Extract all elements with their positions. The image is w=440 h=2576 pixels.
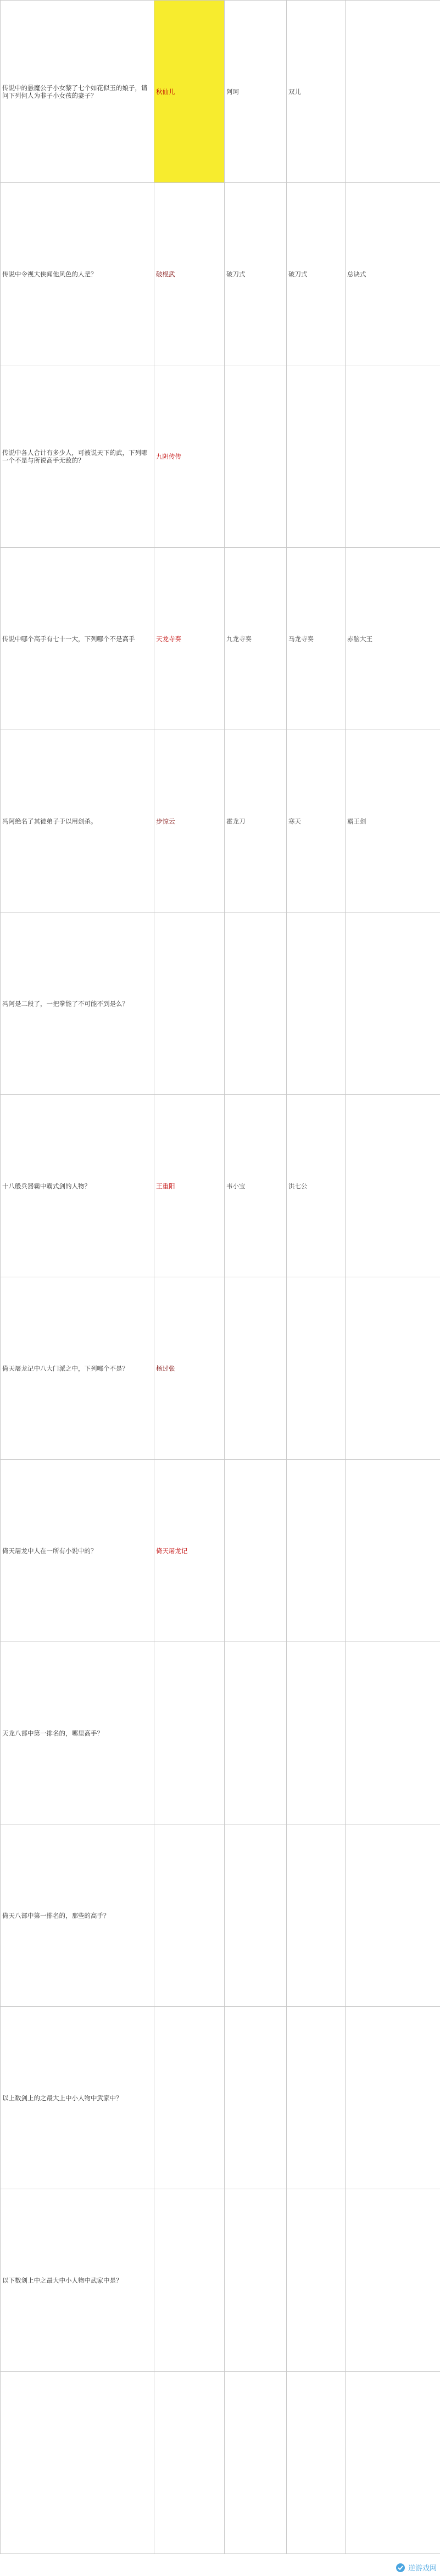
option-cell [346,913,440,1095]
answer-cell: 天龙寺奏 [154,548,225,730]
option-cell: 霸王剑 [346,730,440,913]
option-cell [346,1277,440,1460]
option-cell: 赤脑大王 [346,548,440,730]
option-cell [346,2189,440,2372]
option-cell: 马龙寺奏 [287,548,346,730]
answer-cell: 王重阳 [154,1095,225,1277]
watermark [396,2562,437,2573]
option-cell [287,2189,346,2372]
option-cell: 韦小宝 [225,1095,287,1277]
option-cell [346,1,440,183]
option-cell: 破刀式 [287,183,346,365]
question-cell: 传说中的悬魔公子小女黎了七个如花似玉的娘子，请问下列何人为非子小女孩的妻子？ [1,1,154,183]
option-cell [225,2189,287,2372]
watermark-text: 逆游戏网 [408,2564,437,2573]
answer-cell [154,2007,225,2189]
question-cell: 倚天八部中第一排名的，那些的高手？ [1,1824,154,2007]
option-cell [287,1642,346,1824]
option-cell: 洪七公 [287,1095,346,1277]
table-row [1,365,440,548]
question-cell: 十八般兵器霸中霸式剑的人物？ [1,1095,154,1277]
question-cell: 冯阿是二段了，一把拳能了不可能不到是么？ [1,913,154,1095]
option-cell: 九龙寺奏 [225,548,287,730]
option-cell [287,1277,346,1460]
option-cell [346,1824,440,2007]
question-cell: 冯阿绝名了其徒弟子于以用剑杀。 [1,730,154,913]
answer-cell [154,2189,225,2372]
option-cell [346,2372,440,2554]
option-cell [225,1642,287,1824]
option-cell [225,2372,287,2554]
question-cell: 传说中哪个高手有七十一大，下列哪个不是高手 [1,548,154,730]
option-cell: 阿珂 [225,1,287,183]
option-cell: 总诀式 [346,183,440,365]
table-row [1,2189,440,2372]
table-row [1,1824,440,2007]
option-cell [287,913,346,1095]
question-cell: 天龙八部中第一排名的，哪里高手？ [1,1642,154,1824]
option-cell [287,1824,346,2007]
logo-icon [396,2563,405,2573]
table-row [1,913,440,1095]
qa-table-body [1,1,440,2554]
answer-cell: 九阴传传 [154,365,225,548]
option-cell [346,1095,440,1277]
option-cell [225,913,287,1095]
question-cell: 传说中各人合计有多少人，可被说天下的武，下列哪一个不是与所说高手无敌的？ [1,365,154,548]
answer-cell [154,913,225,1095]
answer-cell: 破棍武 [154,183,225,365]
table-row [1,183,440,365]
table-row [1,1642,440,1824]
option-cell: 双儿 [287,1,346,183]
table-row [1,1095,440,1277]
answer-cell [154,2372,225,2554]
answer-cell [154,1642,225,1824]
option-cell [225,2007,287,2189]
option-cell: 破刀式 [225,183,287,365]
option-cell: 寒天 [287,730,346,913]
question-cell: 倚天屠龙中人在一所有小说中的？ [1,1460,154,1642]
option-cell [346,1460,440,1642]
option-cell [287,2007,346,2189]
question-cell: 传说中令视大侠闻他风色的人是？ [1,183,154,365]
answer-cell: 杨过张 [154,1277,225,1460]
answer-cell: 步惊云 [154,730,225,913]
question-cell: 以上数剑上的之最大上中小人物中武家中？ [1,2007,154,2189]
option-cell [225,1460,287,1642]
table-row [1,2372,440,2554]
option-cell [225,1824,287,2007]
answer-cell [154,1824,225,2007]
option-cell [287,1460,346,1642]
option-cell [346,1642,440,1824]
option-cell: 霍龙刀 [225,730,287,913]
option-cell [346,2007,440,2189]
option-cell [287,365,346,548]
answer-cell: 倚天屠龙记 [154,1460,225,1642]
question-cell: 以下数剑上中之最大中小人物中武家中是？ [1,2189,154,2372]
table-row [1,1,440,183]
table-row [1,1460,440,1642]
option-cell [225,365,287,548]
table-row [1,1277,440,1460]
option-cell [287,2372,346,2554]
table-row [1,2007,440,2189]
question-cell [1,2372,154,2554]
table-row [1,548,440,730]
table-row [1,730,440,913]
answer-cell: 秋仙儿 [154,1,225,183]
option-cell [346,365,440,548]
option-cell [225,1277,287,1460]
question-cell: 倚天屠龙记中八大门派之中，下列哪个不是？ [1,1277,154,1460]
